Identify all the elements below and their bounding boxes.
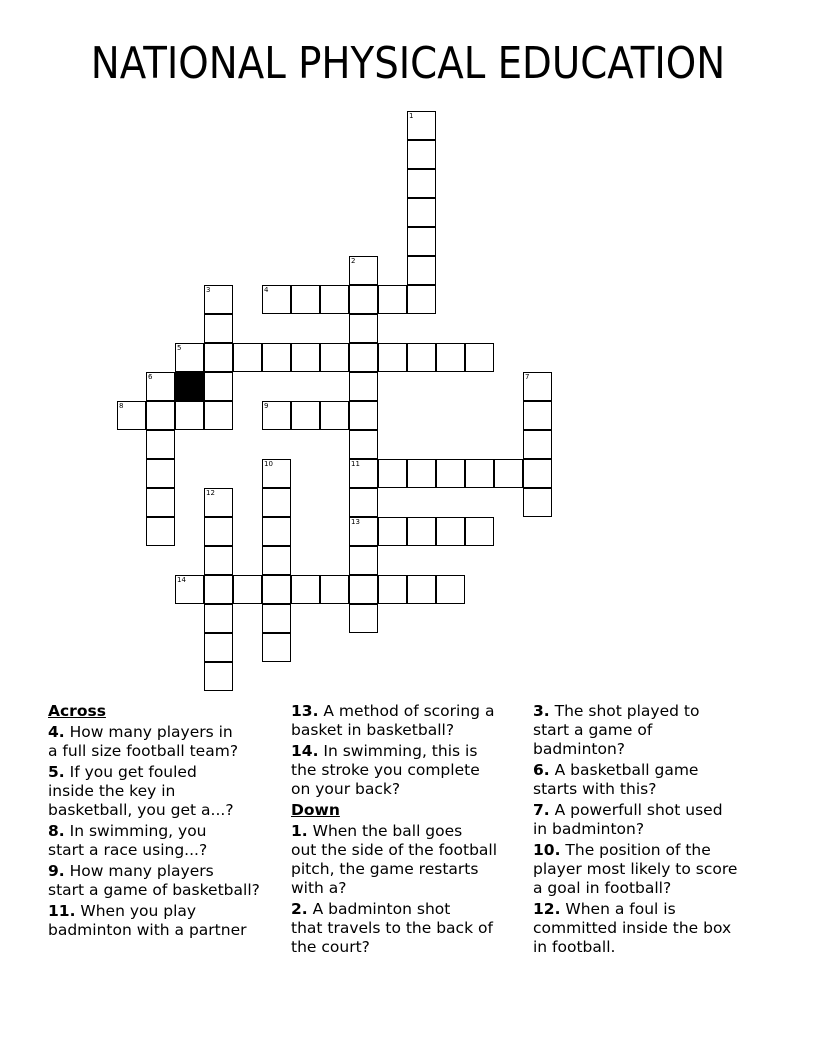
grid-cell[interactable] xyxy=(436,517,465,546)
grid-cell[interactable] xyxy=(349,343,378,372)
grid-cell[interactable] xyxy=(204,372,233,401)
grid-cell[interactable] xyxy=(349,314,378,343)
grid-cell[interactable] xyxy=(175,575,204,604)
grid-cell[interactable] xyxy=(378,575,407,604)
grid-cell[interactable] xyxy=(204,575,233,604)
grid-cell[interactable] xyxy=(523,372,552,401)
grid-cell[interactable] xyxy=(175,343,204,372)
clue-down-7: 7. A powerfull shot used in badminton? xyxy=(533,801,723,838)
grid-cell[interactable] xyxy=(378,459,407,488)
grid-cell[interactable] xyxy=(291,401,320,430)
grid-cell[interactable] xyxy=(262,575,291,604)
grid-cell[interactable] xyxy=(146,401,175,430)
grid-cell[interactable] xyxy=(262,517,291,546)
clue-number: 3 xyxy=(206,286,211,294)
grid-cell[interactable] xyxy=(146,459,175,488)
grid-cell[interactable] xyxy=(146,517,175,546)
grid-cell[interactable] xyxy=(523,488,552,517)
clue-number: 12 xyxy=(206,489,215,497)
clue-number: 13 xyxy=(351,518,360,526)
grid-cell[interactable] xyxy=(291,575,320,604)
grid-cell[interactable] xyxy=(204,285,233,314)
grid-cell[interactable] xyxy=(204,343,233,372)
clue-across-8: 8. In swimming, you start a race using...? xyxy=(48,822,208,859)
grid-cell[interactable] xyxy=(349,604,378,633)
clue-number: 10 xyxy=(264,460,273,468)
clue-number: 1 xyxy=(409,112,414,120)
grid-cell[interactable] xyxy=(175,401,204,430)
grid-cell[interactable] xyxy=(204,604,233,633)
clue-number: 2 xyxy=(351,257,356,265)
grid-cell[interactable] xyxy=(146,430,175,459)
grid-cell[interactable] xyxy=(378,343,407,372)
grid-cell[interactable] xyxy=(407,285,436,314)
clue-number: 8 xyxy=(119,402,124,410)
grid-cell[interactable] xyxy=(204,546,233,575)
grid-cell[interactable] xyxy=(349,285,378,314)
grid-cell[interactable] xyxy=(291,343,320,372)
grid-cell[interactable] xyxy=(407,169,436,198)
grid-cell[interactable] xyxy=(320,575,349,604)
grid-cell[interactable] xyxy=(523,459,552,488)
clue-down-12: 12. When a foul is committed inside the box in football. xyxy=(533,900,732,956)
grid-cell[interactable] xyxy=(117,401,146,430)
grid-cell[interactable] xyxy=(204,662,233,691)
grid-cell[interactable] xyxy=(407,256,436,285)
grid-cell[interactable] xyxy=(494,459,523,488)
clue-down-10: 10. The position of the player most likely to score a goal in football? xyxy=(533,841,738,897)
clue-number: 9 xyxy=(264,402,269,410)
grid-cell[interactable] xyxy=(146,372,175,401)
grid-cell[interactable] xyxy=(262,401,291,430)
grid-cell[interactable] xyxy=(465,459,494,488)
grid-cell[interactable] xyxy=(407,198,436,227)
clue-across-5: 5. If you get fouled inside the key in basketball, you get a...? xyxy=(48,763,234,819)
grid-cell[interactable] xyxy=(262,546,291,575)
clue-down-2: 2. A badminton shot that travels to the back of the court? xyxy=(291,900,493,956)
clues-column-1 xyxy=(48,702,288,942)
grid-cell[interactable] xyxy=(436,343,465,372)
grid-cell[interactable] xyxy=(204,314,233,343)
grid-cell[interactable] xyxy=(407,227,436,256)
grid-cell[interactable] xyxy=(523,401,552,430)
grid-cell[interactable] xyxy=(407,343,436,372)
page-title: NATIONAL PHYSICAL EDUCATION xyxy=(90,38,726,89)
grid-cell[interactable] xyxy=(378,517,407,546)
clue-number: 4 xyxy=(264,286,269,294)
grid-cell[interactable] xyxy=(349,517,378,546)
grid-cell[interactable] xyxy=(523,430,552,459)
grid-cell[interactable] xyxy=(146,488,175,517)
grid-cell[interactable] xyxy=(262,459,291,488)
clues-column-3 xyxy=(533,702,773,959)
clue-across-4: 4. How many players in a full size football team? xyxy=(48,723,239,760)
grid-cell[interactable] xyxy=(378,285,407,314)
grid-cell[interactable] xyxy=(349,575,378,604)
grid-cell[interactable] xyxy=(436,575,465,604)
grid-cell[interactable] xyxy=(436,459,465,488)
grid-cell[interactable] xyxy=(233,575,262,604)
grid-cell[interactable] xyxy=(262,633,291,662)
clue-down-1: 1. When the ball goes out the side of the football pitch, the game restarts with a? xyxy=(291,822,498,897)
grid-cell[interactable] xyxy=(349,372,378,401)
grid-cell[interactable] xyxy=(262,604,291,633)
grid-cell[interactable] xyxy=(465,343,494,372)
grid-cell[interactable] xyxy=(320,401,349,430)
down-heading: Down xyxy=(291,801,340,819)
grid-cell[interactable] xyxy=(204,488,233,517)
grid-cell[interactable] xyxy=(204,517,233,546)
black-square xyxy=(175,372,204,401)
grid-cell[interactable] xyxy=(407,575,436,604)
clue-number: 7 xyxy=(525,373,530,381)
grid-cell[interactable] xyxy=(349,488,378,517)
grid-cell[interactable] xyxy=(349,546,378,575)
clue-down-3: 3. The shot played to start a game of badminton? xyxy=(533,702,700,758)
grid-cell[interactable] xyxy=(465,517,494,546)
clue-down-6: 6. A basketball game starts with this? xyxy=(533,761,699,798)
clue-across-14: 14. In swimming, this is the stroke you complete on your back? xyxy=(291,742,480,798)
grid-cell[interactable] xyxy=(407,140,436,169)
grid-cell[interactable] xyxy=(204,633,233,662)
across-heading: Across xyxy=(48,702,106,720)
clue-across-9: 9. How many players start a game of basketball? xyxy=(48,862,260,899)
clue-across-11: 11. When you play badminton with a partner xyxy=(48,902,247,939)
grid-cell[interactable] xyxy=(262,285,291,314)
grid-cell[interactable] xyxy=(349,430,378,459)
grid-cell[interactable] xyxy=(233,343,262,372)
grid-cell[interactable] xyxy=(407,459,436,488)
grid-cell[interactable] xyxy=(204,401,233,430)
grid-cell[interactable] xyxy=(349,401,378,430)
grid-cell[interactable] xyxy=(320,285,349,314)
grid-cell[interactable] xyxy=(407,111,436,140)
clue-number: 6 xyxy=(148,373,153,381)
grid-cell[interactable] xyxy=(349,459,378,488)
clue-number: 5 xyxy=(177,344,182,352)
grid-cell[interactable] xyxy=(320,343,349,372)
clue-across-13: 13. A method of scoring a basket in basketball? xyxy=(291,702,495,739)
grid-cell[interactable] xyxy=(291,285,320,314)
grid-cell[interactable] xyxy=(349,256,378,285)
grid-cell[interactable] xyxy=(262,343,291,372)
clue-number: 14 xyxy=(177,576,186,584)
clue-number: 11 xyxy=(351,460,360,468)
clues-column-2 xyxy=(291,702,531,959)
grid-cell[interactable] xyxy=(407,517,436,546)
grid-cell[interactable] xyxy=(262,488,291,517)
